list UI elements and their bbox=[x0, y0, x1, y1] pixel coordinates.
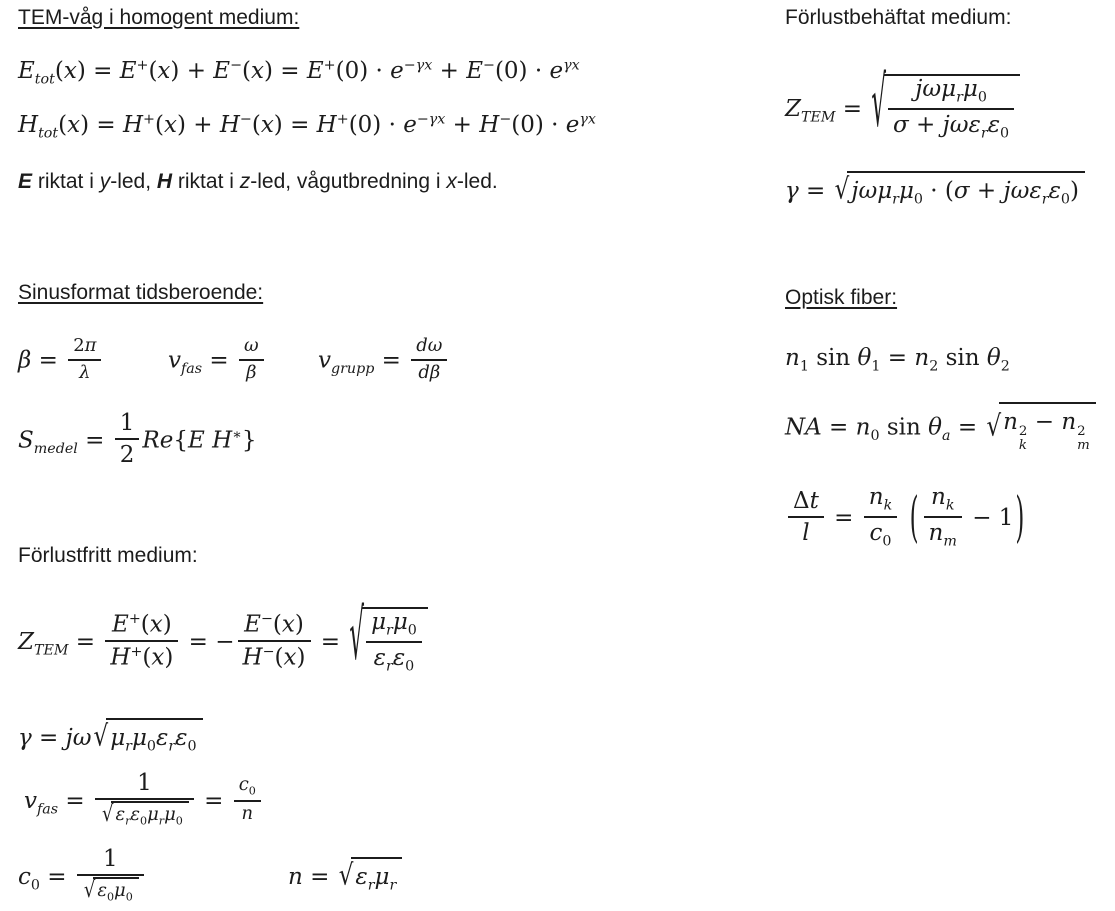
heading-lossless-medium: Förlustfritt medium: bbox=[18, 544, 198, 567]
heading-tem-wave: TEM-våg i homogent medium: bbox=[18, 6, 300, 29]
formula-s-medel: $S_{medel}$ = $\frac{1}{2}$ Re{E H∗} bbox=[18, 410, 257, 469]
formula-gamma-lossless: γ = jω √ $\mu_r\mu_0\varepsilon_r\varepsilon_0$ bbox=[18, 719, 203, 759]
formula-v-grupp: $v_{grupp}$ = $\frac{d\omega}{d\beta}$ bbox=[318, 338, 450, 385]
formula-v-fas: $v_{fas}$ = $\frac{\omega}{\beta}$ bbox=[168, 338, 267, 385]
formula-gamma-lossy: γ = √ $j\omega\mu_r\mu_0 \cdot (\sigma + j\omega\varepsilon_r\varepsilon_0)$ bbox=[785, 172, 1085, 212]
heading-optical-fiber: Optisk fiber: bbox=[785, 286, 898, 309]
field-direction-note: E riktat i y-led, H riktat i z-led, vågutbredning i x-led. bbox=[18, 170, 498, 193]
formula-c0: $c_0$ = 1 √ $\varepsilon_0\mu_0$ bbox=[18, 848, 147, 908]
formula-z-tem-lossy: $Z_{TEM}$ = √ $j\omega\mu_r\mu_0$ $\sigma + j\omega\varepsilon_r\varepsilon_0$ bbox=[785, 75, 1020, 145]
formula-h-tot: $H_{tot}(x) = H^+(x) + H^-(x) = H^+(0) \cdot e^{-\gamma x} + H^-(0) \cdot e^{\gamma x}$ bbox=[18, 111, 596, 142]
formula-mode-dispersion: $\frac{\Delta t}{l}$ = $\frac{n_k}{c_0}$ ( $\frac{n_k}{n_m}$ − 1) bbox=[785, 486, 1026, 552]
formula-beta: β = $\frac{2\pi}{\lambda}$ bbox=[18, 338, 104, 385]
formula-numerical-aperture: NA = $n_0$ $\sin \theta_a$ = √ n 2 k − n 2 m bbox=[785, 403, 1096, 454]
heading-sinusoidal: Sinusformat tidsberoende: bbox=[18, 281, 264, 304]
formula-z-tem-lossless: $Z_{TEM}$ = $\frac{E^+(x)}{H^+(x)}$ = − $\frac{E^-(x)}{H^-(x)}$ = √ $\mu_r\mu_0$ $\varepsilon_r\varepsilon_0$ bbox=[18, 608, 428, 678]
formula-n: n = √ $\varepsilon_r\mu_r$ bbox=[288, 858, 402, 898]
formula-snell: $n_1$ $\sin \theta_1 = n_2$ $\sin \theta_2$ bbox=[785, 345, 1010, 375]
formula-e-tot: $E_{tot}(x) = E^+(x) + E^-(x) = E^+(0) \cdot e^{-\gamma x} + E^-(0) \cdot e^{\gamma x}$ bbox=[18, 57, 580, 88]
heading-lossy-medium: Förlustbehäftat medium: bbox=[785, 6, 1012, 29]
formula-v-fas-lossless: $v_{fas}$ = 1 √ $\varepsilon_r\varepsilon_0\mu_r\mu_0$ = $\frac{c_0}{n}$ bbox=[24, 772, 264, 832]
